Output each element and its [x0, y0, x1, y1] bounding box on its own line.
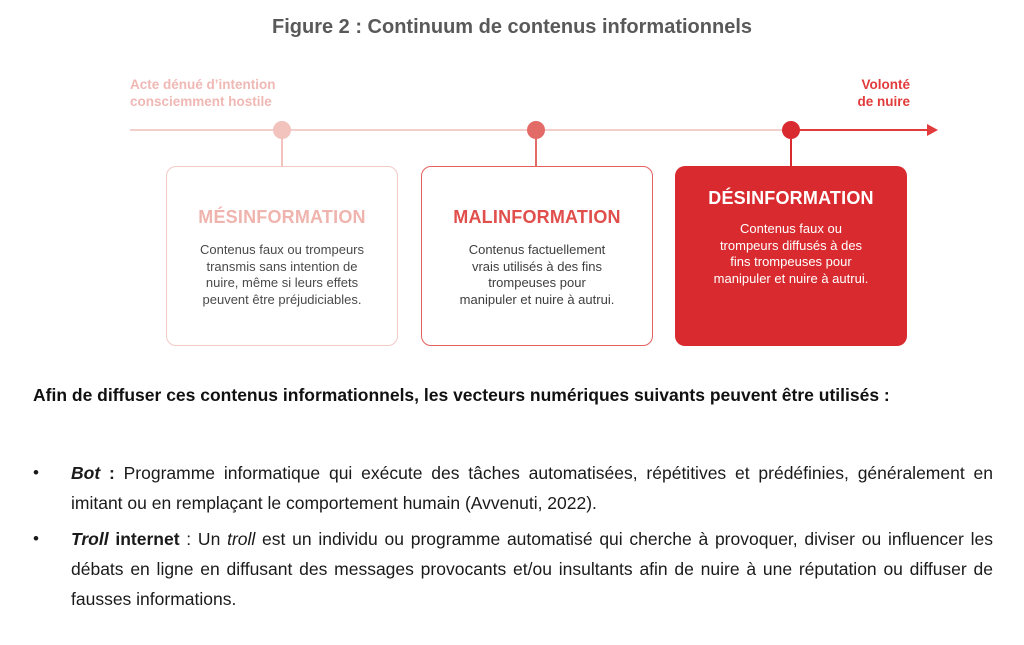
bullet-icon: • — [33, 463, 39, 482]
continuum-dot-desinformation — [782, 121, 800, 139]
axis-arrow-icon — [927, 124, 938, 136]
card-desc-line: Contenus faux ou trompeurs — [199, 242, 365, 257]
card-desc-line: manipuler et nuire à autrui. — [459, 291, 615, 307]
troll-italic-word: troll — [227, 529, 256, 549]
card-title: MÉSINFORMATION — [198, 207, 366, 227]
card-mesinformation — [166, 166, 398, 346]
card-description — [434, 242, 640, 308]
card-desc-line: nuire, même si leurs effets — [205, 275, 359, 290]
connector-line — [535, 139, 537, 166]
term-internet: internet — [108, 529, 180, 549]
definition-text: Programme informatique qui exécute des tâches automatisées, répétitives et prédéfinies, généralement en imitant ou en remplaçant le comportement humain (Avvenuti, 2022). — [71, 463, 993, 513]
continuum-dot-malinformation — [527, 121, 545, 139]
intro-paragraph: Afin de diffuser ces contenus informationnels, les vecteurs numériques suivants peuvent être utilisés : — [33, 385, 890, 405]
axis-right-label — [830, 76, 910, 110]
card-desc-line: trompeurs diffusés à des — [719, 237, 863, 253]
card-malinformation — [421, 166, 653, 346]
card-description — [179, 242, 385, 308]
card-desinformation — [675, 166, 907, 346]
term-separator: : — [100, 463, 124, 483]
card-description — [687, 221, 895, 287]
connector-line — [281, 139, 283, 166]
card-desc-line: transmis sans intention de — [206, 258, 358, 274]
card-title: MALINFORMATION — [453, 207, 621, 227]
axis-right-line2: de nuire — [857, 94, 910, 109]
term-bot: Bot — [71, 463, 101, 483]
card-desc-line: Contenus faux ou — [740, 221, 842, 236]
card-desc-line: manipuler et nuire à autrui. — [713, 270, 869, 286]
continuum-axis-end — [790, 129, 930, 131]
axis-left-line1: Acte dénué d’intention — [130, 77, 276, 92]
axis-left-label — [130, 76, 276, 110]
card-desc-line: peuvent être préjudiciables. — [202, 291, 362, 307]
list-item-troll — [33, 524, 993, 614]
card-desc-line: trompeuses pour — [488, 275, 586, 290]
card-title: DÉSINFORMATION — [708, 188, 874, 208]
card-desc-line: Contenus factuellement — [468, 242, 606, 257]
bullet-list — [33, 458, 993, 620]
list-item-bot — [33, 458, 993, 518]
connector-line — [790, 139, 792, 166]
card-desc-line: vrais utilisés à des fins — [471, 258, 603, 274]
figure-title: Figure 2 : Continuum de contenus informationnels — [271, 16, 752, 38]
bullet-icon: • — [33, 529, 39, 548]
axis-right-line1: Volonté — [861, 77, 910, 92]
axis-left-line2: consciemment hostile — [130, 94, 272, 109]
term-troll: Troll — [71, 529, 109, 549]
term-separator: : Un — [179, 529, 228, 549]
definition-text: est un individu ou programme automatisé qui cherche à provoquer, diviser ou influencer les débats en ligne en diffusant des messages provocants et/ou insultants afin de nuire à une réputation ou diffuser de fausses informations. — [71, 529, 993, 609]
continuum-dot-mesinformation — [273, 121, 291, 139]
card-desc-line: fins trompeuses pour — [730, 254, 852, 269]
